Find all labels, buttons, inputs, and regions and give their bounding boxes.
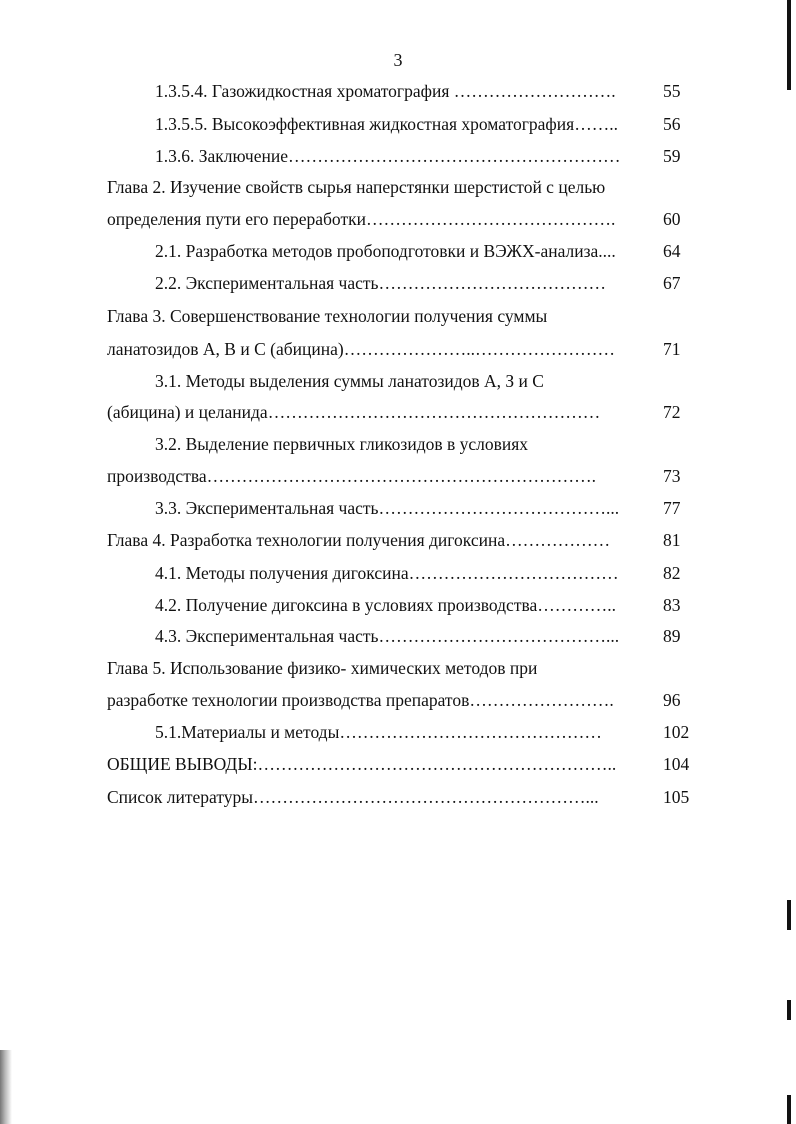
toc-entry: 1.3.6. Заключение………………………………………………… <box>155 146 621 166</box>
toc-page: 59 <box>663 146 681 166</box>
toc-entry: определения пути его переработки……………………………………. <box>107 209 616 229</box>
toc-entry: 4.2. Получение дигоксина в условиях производства………….. <box>155 595 617 615</box>
scan-edge-left <box>0 1050 12 1124</box>
scan-edge-right <box>787 0 791 90</box>
toc-page: 81 <box>663 530 681 550</box>
toc-page: 105 <box>663 787 690 807</box>
toc-entry: 2.2. Экспериментальная часть………………………………… <box>155 273 606 293</box>
toc-entry: 3.2. Выделение первичных гликозидов в условиях <box>155 434 529 454</box>
toc-page: 73 <box>663 466 681 486</box>
toc-page: 89 <box>663 626 681 646</box>
toc-page: 72 <box>663 402 681 422</box>
toc-page: 77 <box>663 498 681 518</box>
toc-page: 82 <box>663 563 681 583</box>
scan-edge-right <box>787 1095 791 1124</box>
toc-entry: производства…………………………………………………………. <box>107 466 597 486</box>
page-number: 3 <box>393 50 403 70</box>
scan-edge-right <box>787 900 791 930</box>
toc-entry: (абицина) и целанида………………………………………………… <box>107 402 601 422</box>
toc-entry: Глава 2. Изучение свойств сырья наперстянки шерстистой с целью <box>107 177 606 197</box>
toc-entry: 1.3.5.4. Газожидкостная хроматография ………………………. <box>155 81 616 101</box>
toc-entry: Список литературы…………………………………………………... <box>107 787 599 807</box>
toc-page: 67 <box>663 273 681 293</box>
toc-entry: 4.3. Экспериментальная часть…………………………………... <box>155 626 620 646</box>
toc-page: 55 <box>663 81 681 101</box>
toc-entry: 3.1. Методы выделения суммы ланатозидов А, З и С <box>155 371 544 391</box>
toc-entry: ланатозидов А, В и С (абицина)…………………..…………………… <box>107 339 615 359</box>
toc-page: 60 <box>663 209 681 229</box>
toc-entry: Глава 3. Совершенствование технологии получения суммы <box>107 306 548 326</box>
toc-entry: Глава 4. Разработка технологии получения дигоксина……………… <box>107 530 611 550</box>
toc-entry: 2.1. Разработка методов пробоподготовки и ВЭЖХ-анализа.... <box>155 241 616 261</box>
toc-entry: разработке технологии производства препаратов……………………. <box>107 690 614 710</box>
toc-page: 102 <box>663 722 690 742</box>
toc-page: 96 <box>663 690 681 710</box>
toc-page: 56 <box>663 114 681 134</box>
toc-page: 104 <box>663 754 690 774</box>
toc-entry: 4.1. Методы получения дигоксина……………………………… <box>155 563 619 583</box>
toc-page: 83 <box>663 595 681 615</box>
scan-edge-right <box>787 1000 791 1020</box>
toc-entry: 3.3. Экспериментальная часть…………………………………... <box>155 498 620 518</box>
toc-entry: 5.1.Материалы и методы……………………………………… <box>155 722 602 742</box>
toc-entry: ОБЩИЕ ВЫВОДЫ:…………………………………………………….. <box>107 754 617 774</box>
toc-page: 64 <box>663 241 681 261</box>
toc-entry: 1.3.5.5. Высокоэффективная жидкостная хроматография…….. <box>155 114 618 134</box>
toc-entry: Глава 5. Использование физико- химических методов при <box>107 658 538 678</box>
toc-page: 71 <box>663 339 681 359</box>
